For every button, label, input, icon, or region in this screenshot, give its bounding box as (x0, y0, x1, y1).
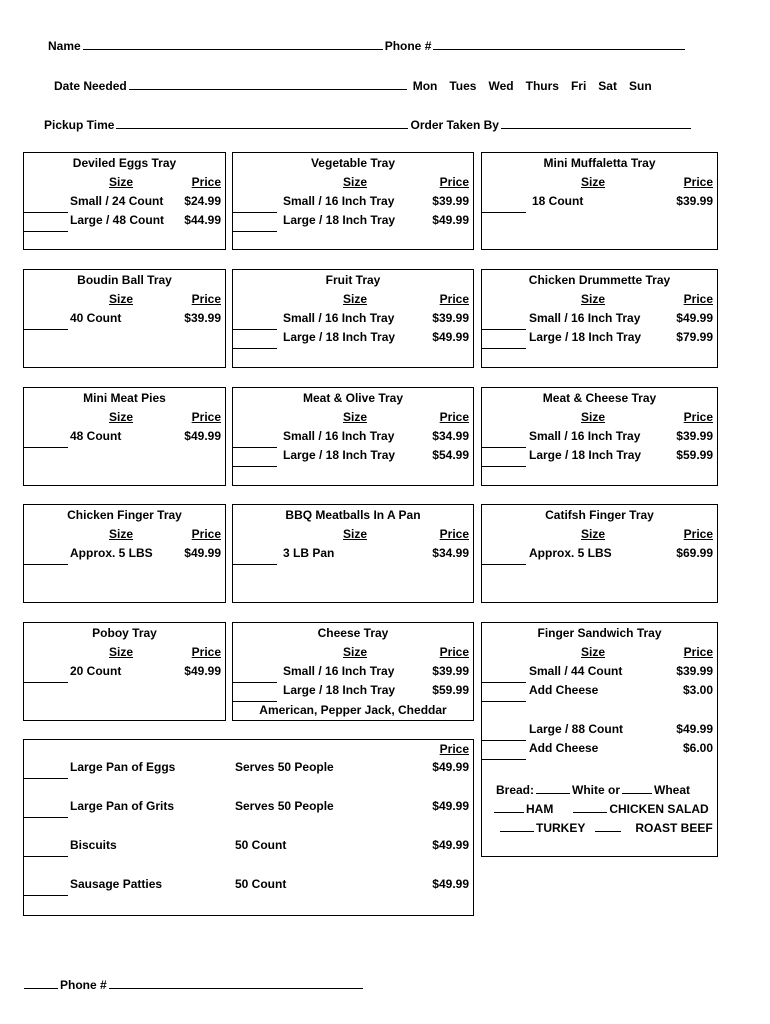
tray-row (233, 683, 473, 702)
chicken-salad-label: CHICKEN SALAD (609, 802, 709, 816)
price-header: Price (439, 645, 469, 659)
name-line (48, 38, 687, 53)
meat-cheese-tray-box (481, 387, 718, 486)
tray-title: Chicken Finger Tray (67, 508, 182, 522)
tray-title: Boudin Ball Tray (77, 273, 172, 287)
tray-row (24, 546, 225, 565)
phone-label: Phone # (384, 39, 432, 53)
breakfast-serves: Serves 50 People (235, 799, 334, 813)
row-price: $59.99 (676, 448, 713, 462)
day-mon[interactable]: Mon (412, 79, 438, 93)
day-thurs[interactable]: Thurs (525, 79, 559, 93)
bottom-phone-label: Phone # (60, 978, 107, 992)
quantity-blank[interactable] (24, 446, 68, 448)
size-header: Size (343, 292, 368, 306)
breakfast-row (24, 877, 473, 896)
quantity-blank[interactable] (24, 681, 68, 683)
white-bread-blank[interactable] (536, 782, 570, 794)
roast-beef-label: ROAST BEEF (635, 821, 713, 835)
chicken-salad-blank[interactable] (573, 801, 607, 813)
price-header: Price (683, 410, 713, 424)
breakfast-row (24, 760, 473, 779)
tray-title: Catifsh Finger Tray (545, 508, 654, 522)
tray-row (233, 213, 473, 232)
day-wed[interactable]: Wed (488, 79, 514, 93)
chicken-finger-tray-box (23, 504, 226, 603)
pickup-label: Pickup Time (44, 118, 115, 132)
quantity-blank[interactable] (482, 465, 526, 467)
meat-choice-line-2 (498, 820, 713, 835)
tray-row (482, 448, 717, 467)
row-price: $49.99 (676, 311, 713, 325)
price-header: Price (439, 742, 469, 756)
day-sun[interactable]: Sun (628, 79, 652, 93)
tray-row (233, 330, 473, 349)
phone-field[interactable] (433, 38, 685, 50)
size-header: Size (109, 645, 134, 659)
day-tues[interactable]: Tues (449, 79, 477, 93)
wheat-bread-blank[interactable] (622, 782, 652, 794)
row-size: Small / 16 Inch Tray (529, 429, 641, 443)
date-field[interactable] (129, 78, 407, 90)
tray-title: Mini Muffaletta Tray (543, 156, 656, 170)
cheese-tray-box (232, 622, 474, 721)
row-price: $39.99 (432, 194, 469, 208)
tray-title: Deviled Eggs Tray (72, 156, 177, 170)
row-size: Small / 16 Inch Tray (529, 311, 641, 325)
tray-title: Meat & Cheese Tray (542, 391, 657, 405)
size-header: Size (109, 175, 134, 189)
price-header: Price (683, 175, 713, 189)
price-header: Price (191, 292, 221, 306)
breakfast-serves: 50 Count (235, 838, 287, 852)
bottom-phone-line (24, 977, 365, 992)
quantity-blank[interactable] (24, 230, 68, 232)
white-label: White or (572, 783, 621, 797)
date-label: Date Needed (54, 79, 127, 93)
breakfast-item: Large Pan of Eggs (70, 760, 176, 774)
row-size: Add Cheese (529, 683, 599, 697)
order-taken-label: Order Taken By (410, 118, 499, 132)
bbq-meatballs-box (232, 504, 474, 603)
tray-row (24, 194, 225, 213)
row-size: Small / 44 Count (529, 664, 623, 678)
bottom-check-blank[interactable] (24, 977, 58, 989)
size-header: Size (109, 292, 134, 306)
price-header: Price (439, 527, 469, 541)
day-sat[interactable]: Sat (598, 79, 617, 93)
row-price: $49.99 (432, 877, 469, 891)
chicken-drummette-tray-box (481, 269, 718, 368)
quantity-blank[interactable] (24, 894, 68, 896)
breakfast-serves: 50 Count (235, 877, 287, 891)
size-header: Size (581, 410, 606, 424)
price-header: Price (191, 527, 221, 541)
tray-row (24, 311, 225, 330)
row-size: Large / 18 Inch Tray (529, 330, 642, 344)
tray-row (482, 330, 717, 349)
quantity-blank[interactable] (233, 563, 277, 565)
price-header: Price (439, 175, 469, 189)
quantity-blank[interactable] (233, 700, 277, 702)
tray-title: Vegetable Tray (310, 156, 396, 170)
pickup-line (44, 117, 693, 132)
tray-row (24, 664, 225, 683)
row-price: $6.00 (682, 741, 713, 755)
row-size: Small / 24 Count (70, 194, 164, 208)
row-price: $24.99 (184, 194, 221, 208)
price-header: Price (191, 175, 221, 189)
row-price: $44.99 (184, 213, 221, 227)
row-size: 20 Count (70, 664, 122, 678)
ham-blank[interactable] (494, 801, 524, 813)
vegetable-tray-box (232, 152, 474, 250)
quantity-blank[interactable] (482, 347, 526, 349)
breakfast-serves: Serves 50 People (235, 760, 334, 774)
tray-row (482, 546, 717, 565)
order-taken-field[interactable] (501, 117, 691, 129)
row-price: $49.99 (432, 799, 469, 813)
size-header: Size (581, 527, 606, 541)
day-fri[interactable]: Fri (570, 79, 587, 93)
size-header: Size (343, 410, 368, 424)
tray-row (482, 194, 717, 213)
quantity-blank[interactable] (482, 758, 526, 760)
row-size: Small / 16 Inch Tray (283, 429, 395, 443)
row-size: Approx. 5 LBS (529, 546, 612, 560)
quantity-blank[interactable] (24, 816, 68, 818)
tray-row (233, 429, 473, 448)
row-size: 40 Count (70, 311, 122, 325)
size-header: Size (581, 645, 606, 659)
finger-sandwich-tray-box (481, 622, 718, 857)
quantity-blank[interactable] (233, 465, 277, 467)
quantity-blank[interactable] (482, 211, 526, 213)
size-header: Size (343, 527, 368, 541)
tray-title: BBQ Meatballs In A Pan (285, 508, 421, 522)
row-price: $49.99 (432, 213, 469, 227)
tray-row (24, 213, 225, 232)
tray-title: Fruit Tray (325, 273, 381, 287)
breakfast-item: Large Pan of Grits (70, 799, 175, 813)
bottom-phone-field[interactable] (109, 977, 363, 989)
row-price: $59.99 (432, 683, 469, 697)
tray-title: Meat & Olive Tray (302, 391, 404, 405)
price-header: Price (683, 292, 713, 306)
row-size: Large / 18 Inch Tray (529, 448, 642, 462)
tray-row (482, 429, 717, 448)
row-size: Add Cheese (529, 741, 599, 755)
quantity-blank[interactable] (482, 563, 526, 565)
breakfast-box (23, 739, 474, 916)
quantity-blank[interactable] (482, 700, 526, 702)
price-header: Price (191, 410, 221, 424)
catfish-finger-tray-box (481, 504, 718, 603)
date-line (54, 78, 652, 93)
tray-row (482, 664, 717, 683)
row-price: $49.99 (432, 330, 469, 344)
row-price: $69.99 (676, 546, 713, 560)
tray-row (482, 683, 717, 702)
price-header: Price (191, 645, 221, 659)
wheat-label: Wheat (654, 783, 691, 797)
size-header: Size (581, 292, 606, 306)
turkey-blank[interactable] (500, 820, 534, 832)
price-header: Price (683, 527, 713, 541)
name-field[interactable] (83, 38, 383, 50)
row-price: $34.99 (432, 546, 469, 560)
mini-meat-pies-box (23, 387, 226, 486)
size-header: Size (109, 527, 134, 541)
breakfast-item: Sausage Patties (70, 877, 163, 891)
poboy-tray-box (23, 622, 226, 721)
row-size: Large / 18 Inch Tray (283, 683, 396, 697)
boudin-ball-tray-box (23, 269, 226, 368)
row-size: Large / 18 Inch Tray (283, 330, 396, 344)
quantity-blank[interactable] (24, 328, 68, 330)
row-size: Small / 16 Inch Tray (283, 311, 395, 325)
quantity-blank[interactable] (24, 855, 68, 857)
row-price: $49.99 (432, 838, 469, 852)
breakfast-row (24, 799, 473, 818)
cheese-options-note: American, Pepper Jack, Cheddar (259, 703, 447, 717)
row-size: 18 Count (532, 194, 584, 208)
turkey-label: TURKEY (536, 821, 586, 835)
bread-label: Bread: (496, 783, 535, 797)
row-price: $39.99 (676, 664, 713, 678)
row-price: $79.99 (676, 330, 713, 344)
ham-label: HAM (526, 802, 554, 816)
price-header: Price (683, 645, 713, 659)
name-label: Name (48, 39, 81, 53)
quantity-blank[interactable] (24, 777, 68, 779)
row-size: Large / 48 Count (70, 213, 165, 227)
tray-row (233, 448, 473, 467)
breakfast-row (24, 838, 473, 857)
row-price: $34.99 (432, 429, 469, 443)
breakfast-item: Biscuits (70, 838, 117, 852)
row-price: $39.99 (432, 664, 469, 678)
tray-title: Poboy Tray (92, 626, 157, 640)
pickup-field[interactable] (116, 117, 408, 129)
row-price: $3.00 (682, 683, 713, 697)
row-price: $54.99 (432, 448, 469, 462)
row-price: $39.99 (432, 311, 469, 325)
tray-row (482, 722, 717, 741)
tray-row (233, 194, 473, 213)
row-size: 48 Count (70, 429, 122, 443)
fruit-tray-box (232, 269, 474, 368)
quantity-blank[interactable] (233, 230, 277, 232)
row-price: $39.99 (676, 194, 713, 208)
row-size: 3 LB Pan (283, 546, 335, 560)
row-size: Large / 18 Inch Tray (283, 448, 396, 462)
row-price: $49.99 (432, 760, 469, 774)
tray-title: Chicken Drummette Tray (528, 273, 671, 287)
muffaletta-tray-box (481, 152, 718, 250)
tray-row (233, 664, 473, 683)
meat-olive-tray-box (232, 387, 474, 486)
row-price: $49.99 (676, 722, 713, 736)
tray-row (233, 546, 473, 565)
row-price: $49.99 (184, 664, 221, 678)
tray-row (233, 311, 473, 330)
quantity-blank[interactable] (233, 347, 277, 349)
tray-title: Finger Sandwich Tray (537, 626, 662, 640)
tray-title: Mini Meat Pies (83, 391, 166, 405)
meat-choice-line-1 (492, 801, 709, 816)
quantity-blank[interactable] (24, 563, 68, 565)
row-price: $39.99 (184, 311, 221, 325)
tray-row (482, 311, 717, 330)
row-price: $49.99 (184, 429, 221, 443)
row-price: $39.99 (676, 429, 713, 443)
row-size: Approx. 5 LBS (70, 546, 153, 560)
price-header: Price (439, 410, 469, 424)
size-header: Size (343, 645, 368, 659)
tray-row (482, 741, 717, 760)
roast-beef-blank[interactable] (595, 820, 621, 832)
row-price: $49.99 (184, 546, 221, 560)
row-size: Large / 18 Inch Tray (283, 213, 396, 227)
row-size: Small / 16 Inch Tray (283, 194, 395, 208)
row-size: Large / 88 Count (529, 722, 624, 736)
size-header: Size (109, 410, 134, 424)
price-header: Price (439, 292, 469, 306)
bread-choice-line (496, 782, 690, 797)
tray-row (24, 429, 225, 448)
deviled-eggs-tray-box (23, 152, 226, 250)
tray-title: Cheese Tray (317, 626, 389, 640)
size-header: Size (581, 175, 606, 189)
size-header: Size (343, 175, 368, 189)
row-size: Small / 16 Inch Tray (283, 664, 395, 678)
